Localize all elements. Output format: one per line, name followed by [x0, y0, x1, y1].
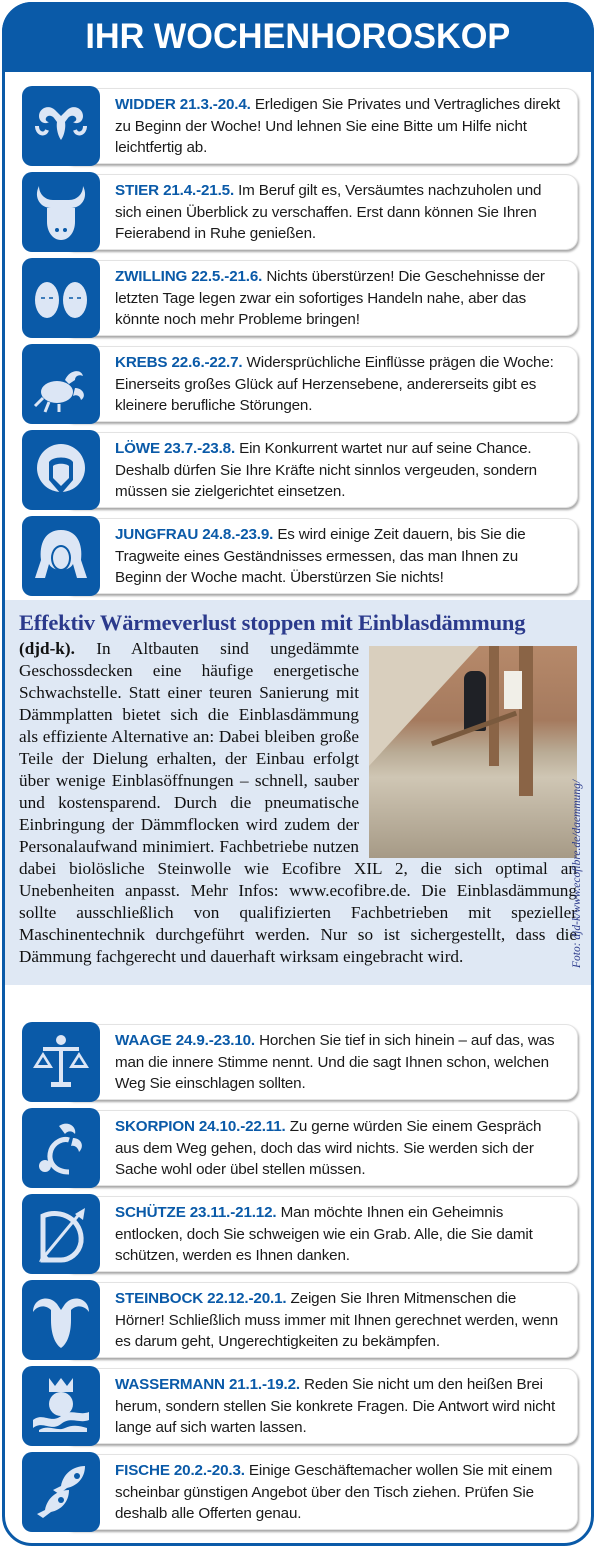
- sign-heading: ZWILLING 22.5.-21.6.: [115, 268, 263, 285]
- horoscope-card-löwe: [22, 430, 578, 510]
- horoscope-body: Zeigen Sie Ihren Mitmenschen die Hörner! Schließlich muss immer mit Ihnen gerechnet werden, wenn es darum geht, Ungerechtigkeiten zu bekämpfen.: [115, 1290, 558, 1350]
- page-title: IHR WOCHENHOROSKOP: [85, 17, 511, 56]
- horoscope-card-jungfrau: [22, 516, 578, 596]
- horoscope-body: Reden Sie nicht um den heißen Brei herum, sondern stellen Sie konkrete Fragen. Die Antwort wird nicht lange auf sich warten lassen.: [115, 1376, 556, 1436]
- article-title: Effektiv Wärmeverlust stoppen mit Einblasdämmung: [19, 610, 526, 635]
- horoscope-body: Nichts überstürzen! Die Geschehnisse der letzten Tage legen zwar ein sofortiges Handeln nahe, aber das könnte noch mehr Probleme bringen!: [115, 268, 545, 328]
- aquarius-icon: [22, 1366, 100, 1446]
- scorpion-icon: [22, 1108, 100, 1188]
- article-body: [19, 638, 577, 968]
- horoscope-text: [115, 1116, 568, 1181]
- photo-credit: Foto: djd-k/www.ecofibre.de/daemmung/: [571, 779, 583, 968]
- horoscope-text: [115, 180, 568, 245]
- horoscope-card-waage: [22, 1022, 578, 1102]
- crab-icon: [22, 344, 100, 424]
- horoscope-body: Es wird einige Zeit dauern, bis Sie die Tragweite eines Geständnisses ermessen, das man Ihnen zu Beginn der Woche macht. Überstürzen Sie nichts!: [115, 526, 526, 586]
- capricorn-icon: [22, 1280, 100, 1360]
- horoscope-body: Im Beruf gilt es, Versäumtes nachzuholen und sich einen Überblick zu verschaffen. Erst dann können Sie Ihren Feierabend in Ruhe genießen.: [115, 182, 542, 242]
- horoscope-text: [115, 1202, 568, 1267]
- horoscope-body: Einige Geschäftemacher wollen Sie mit einem scheinbar günstigen Angebot über den Tisch ziehen. Prüfen Sie deshalb alle Offerten genau.: [115, 1462, 553, 1522]
- horoscope-text: [115, 1288, 568, 1353]
- article-lead: (djd-k).: [19, 639, 75, 658]
- advertorial-article: [5, 600, 591, 985]
- article-text: In Altbauten sind ungedämmte Geschossdecken eine häufige energetische Schwachstelle. Statt einer teuren Sanierung mit Dämmplatten bietet sich die Einblasdämmung als effiziente Alternative an: Dabei bleiben große Teile der Dielung erhalten, der Einbau erfolgt über wenige Einblasöffnungen – schnell, sauber und kostensparend. Durch die pneumatische Einbringung der Dämmflocken wird zudem der Personalaufwand minimiert. Fachbetriebe nutzen dabei biolösliche Steinwolle wie Ecofibre XIL 2, die sich optimal an Unebenheiten anpasst. Mehr Infos: www.ecofibre.de. Die Einblasdämmung sollte ausschließlich von qualifizierten Fachbetrieben mit spezieller Maschinentechnik durchgeführt werden. Nur so ist sichergestellt, dass die Dämmung fachgerecht und dauerhaft wirksam eingebracht wird.: [19, 639, 577, 966]
- horoscope-card-fische: [22, 1452, 578, 1532]
- horoscope-card-wassermann: [22, 1366, 578, 1446]
- horoscope-text: [115, 438, 568, 503]
- sign-heading: FISCHE 20.2.-20.3.: [115, 1462, 245, 1479]
- horoscope-card-stier: [22, 172, 578, 252]
- sign-heading: JUNGFRAU 24.8.-23.9.: [115, 526, 274, 543]
- horoscope-card-zwilling: [22, 258, 578, 338]
- sign-heading: LÖWE 23.7.-23.8.: [115, 440, 236, 457]
- horoscope-body: Widersprüchliche Einflüsse prägen die Woche: Einerseits großes Glück auf Herzensebene, andererseits gibt es kleinere berufliche Störungen.: [115, 354, 554, 414]
- horoscope-text: [115, 352, 568, 417]
- horoscope-text: [115, 524, 568, 589]
- horoscope-text: [115, 266, 568, 331]
- sign-heading: WASSERMANN 21.1.-19.2.: [115, 1376, 300, 1393]
- sign-heading: SKORPION 24.10.-22.11.: [115, 1118, 286, 1135]
- horoscope-body: Zu gerne würden Sie einem Gespräch aus dem Weg gehen, doch das wird nichts. Sie werden sich der Sache wohl oder übel stellen müssen.: [115, 1118, 542, 1178]
- horoscope-body: Ein Konkurrent wartet nur auf seine Chance. Deshalb dürfen Sie Ihre Kräfte nicht sinnlos vergeuden, sondern müssen sie zielgerichtet einsetzen.: [115, 440, 537, 500]
- horoscope-text: [115, 1460, 568, 1525]
- horoscope-card-widder: [22, 86, 578, 166]
- scales-icon: [22, 1022, 100, 1102]
- horoscope-card-krebs: [22, 344, 578, 424]
- sign-heading: STEINBOCK 22.12.-20.1.: [115, 1290, 287, 1307]
- horoscope-text: [115, 94, 568, 159]
- horoscope-text: [115, 1374, 568, 1439]
- horoscope-card-steinbock: [22, 1280, 578, 1360]
- horoscope-card-schütze: [22, 1194, 578, 1274]
- bow-arrow-icon: [22, 1194, 100, 1274]
- sign-heading: STIER 21.4.-21.5.: [115, 182, 235, 199]
- sign-heading: KREBS 22.6.-22.7.: [115, 354, 243, 371]
- sign-heading: WAAGE 24.9.-23.10.: [115, 1032, 255, 1049]
- horoscope-body: Man möchte Ihnen ein Geheimnis entlocken, doch Sie schweigen wie ein Grab. Alle, die Sie damit schützen, werden es Ihnen danken.: [115, 1204, 533, 1264]
- horoscope-body: Erledigen Sie Privates und Vertragliches direkt zu Beginn der Woche! Und lehnen Sie eine Bitte um Hilfe nicht leichtfertig ab.: [115, 96, 561, 156]
- ram-icon: [22, 86, 100, 166]
- bull-icon: [22, 172, 100, 252]
- header-bar: [2, 2, 594, 72]
- lion-icon: [22, 430, 100, 510]
- sign-heading: SCHÜTZE 23.11.-21.12.: [115, 1204, 277, 1221]
- article-photo: [369, 646, 577, 858]
- horoscope-card-skorpion: [22, 1108, 578, 1188]
- sign-heading: WIDDER 21.3.-20.4.: [115, 96, 251, 113]
- fish-icon: [22, 1452, 100, 1532]
- twins-icon: [22, 258, 100, 338]
- horoscope-text: [115, 1030, 568, 1095]
- virgin-icon: [22, 516, 100, 596]
- horoscope-body: Horchen Sie tief in sich hinein – auf das, was man die innere Stimme nennt. Und die sagt Ihnen schon, welchen Weg Sie einschlagen sollten.: [115, 1032, 555, 1092]
